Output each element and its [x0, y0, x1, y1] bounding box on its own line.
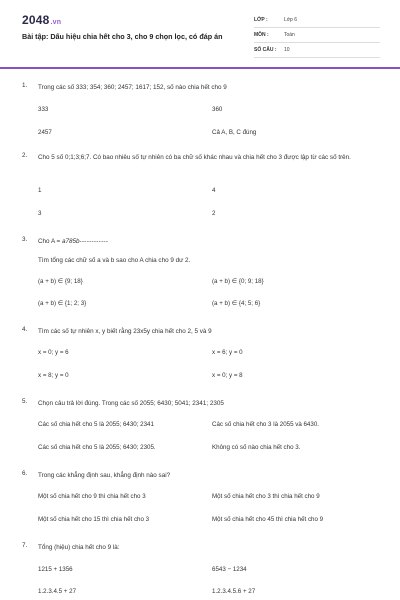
option-a[interactable]: x = 0; y = 6 [38, 349, 69, 356]
option-a[interactable]: 1 [38, 187, 42, 194]
option-b[interactable]: 6543 − 1234 [212, 566, 247, 573]
option-d[interactable]: 2 [212, 210, 216, 217]
meta-key: MÔN : [254, 32, 269, 38]
logo-main: 2048 [22, 13, 50, 27]
option-b[interactable]: 360 [212, 106, 223, 113]
question-number: 6. [22, 470, 28, 477]
question-number: 7. [22, 542, 28, 549]
option-d[interactable]: 1.2.3.4.5.6 + 27 [212, 588, 256, 595]
meta-value: Toán [284, 32, 295, 38]
question-text: Cho 5 số 0;1;3;6;7. Có bao nhiêu số tự nhiên có ba chữ số khác nhau và chia hết cho 3 được lập từ các số trên. [38, 154, 351, 161]
meta-info [254, 13, 380, 58]
question-number: 2. [22, 152, 28, 159]
meta-row-count [254, 43, 380, 58]
option-c[interactable]: Một số chia hết cho 15 thì chia hết cho 3 [38, 516, 150, 523]
question-text: Tổng (hiệu) chia hết cho 9 là: [38, 544, 120, 551]
question-text: Chọn câu trả lời đúng. Trong các số 2055; 6430; 5041; 2341; 2305 [38, 400, 224, 407]
document-title: Bài tập: Dấu hiệu chia hết cho 3, cho 9 chọn lọc, có đáp án [22, 32, 223, 41]
header-divider [0, 67, 400, 69]
option-d[interactable]: Cả A, B, C đúng [212, 129, 257, 136]
option-b[interactable]: (a + b) ∈ {0; 9; 18} [212, 278, 264, 285]
option-d[interactable]: Không có số nào chia hết cho 3. [212, 444, 301, 451]
question-text-italic: a785b [61, 238, 80, 245]
option-d[interactable]: (a + b) ∈ {4; 5; 6} [212, 300, 261, 307]
question-number: 3. [22, 236, 28, 243]
meta-key: SỐ CÂU : [254, 47, 277, 53]
question-text: Tìm các số tự nhiên x, y biết rằng 23x5y chia hết cho 2, 5 và 9 [38, 328, 212, 335]
option-b[interactable]: x = 6; y = 0 [212, 349, 243, 356]
option-b[interactable]: Một số chia hết cho 3 thì chia hết cho 9 [212, 493, 320, 500]
meta-row-class [254, 13, 380, 28]
question-text-dashes: ------------ [79, 238, 109, 245]
question-text [38, 236, 378, 247]
option-c[interactable]: x = 8; y = 0 [38, 372, 69, 379]
question-subtext: Tìm tổng các chữ số a và b sao cho A chia cho 9 dư 2. [38, 257, 191, 264]
option-a[interactable]: Các số chia hết cho 5 là 2055; 6430; 2341 [38, 421, 154, 428]
option-c[interactable]: 2457 [38, 129, 52, 136]
logo-suffix: .vn [50, 19, 62, 26]
question-number: 4. [22, 326, 28, 333]
meta-row-subject [254, 28, 380, 43]
option-c[interactable]: 1.2.3.4.5 + 27 [38, 588, 77, 595]
option-c[interactable]: (a + b) ∈ {1; 2; 3} [38, 300, 87, 307]
header [0, 0, 400, 68]
option-c[interactable]: Các số chia hết cho 5 là 2055; 6430; 2305. [38, 444, 156, 451]
meta-key: LỚP : [254, 17, 268, 23]
question-number: 1. [22, 82, 28, 89]
question-text-prefix: Cho A = [38, 238, 62, 245]
meta-value: 10 [284, 47, 290, 53]
meta-value: Lớp 6 [284, 17, 298, 23]
option-b[interactable]: 4 [212, 187, 216, 194]
question-text: Trong các số 333; 354; 360; 2457; 1617; 152, số nào chia hết cho 9 [38, 84, 227, 91]
option-a[interactable]: 1215 + 1356 [38, 566, 73, 573]
option-d[interactable]: x = 0; y = 8 [212, 372, 243, 379]
option-a[interactable]: 333 [38, 106, 49, 113]
option-b[interactable]: Các số chia hết cho 3 là 2055 và 6430. [212, 421, 319, 428]
logo[interactable] [22, 13, 61, 27]
question-number: 5. [22, 398, 28, 405]
option-a[interactable]: Một số chia hết cho 9 thì chia hết cho 3 [38, 493, 146, 500]
option-a[interactable]: (a + b) ∈ {9; 18} [38, 278, 83, 285]
question-text: Trong các khẳng định sau, khẳng định nào sai? [38, 472, 171, 479]
option-d[interactable]: Một số chia hết cho 45 thì chia hết cho 9 [212, 516, 324, 523]
option-c[interactable]: 3 [38, 210, 42, 217]
